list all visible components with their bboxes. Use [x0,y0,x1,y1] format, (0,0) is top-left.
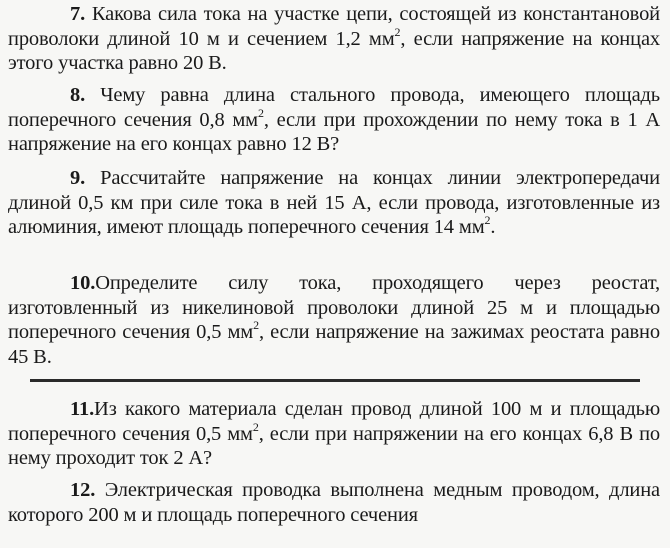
problem-text: Электрическая проводка выполнена медным проводом, длина которого 200 м и площадь поперечного сечения [8,479,660,526]
problem-text-end: , если напряжение на зажимах реостата равно 45 В. [8,321,660,368]
problem-12 [8,478,660,527]
problem-10 [8,271,660,369]
problem-text-end: , если при прохождении по нему тока в 1 А напряжение на его концах равно 12 В? [8,108,660,155]
superscript: 2 [484,213,491,228]
problem-9 [8,166,660,240]
superscript: 2 [257,105,264,120]
problem-text: Определите силу тока, проходящего через реостат, изготовленный из никелиновой проволоки длиной 25 м и площадью поперечного сечения 0,5 мм [8,272,660,343]
problem-text-end: , если при напряжении на его концах 6,8 В по нему проходит ток 2 А? [8,422,660,469]
problem-number: 11. [70,398,95,420]
problem-text: Рассчитайте напряжение на концах линии электропередачи длиной 0,5 км при силе тока в ней 15 А, если провода, изготовленные из алюминия, имеют площадь поперечного сечения 14 мм [8,167,660,238]
problem-text: Из какого материала сделан провод длиной 100 м и площадью поперечного сечения 0,5 мм [8,398,660,445]
problem-text: Чему равна длина стального провода, имеющего площадь поперечного сечения 0,8 мм [8,84,660,131]
problem-number: 8. [70,84,86,106]
problem-text-end: , если напряжение на концах этого участка равно 20 В. [8,27,660,74]
problem-text-end: . [490,216,496,238]
problem-8 [8,83,660,157]
problem-number: 10. [70,272,96,294]
superscript: 2 [252,419,259,434]
problem-11 [8,397,660,471]
section-divider [30,379,640,382]
problem-text: Какова сила тока на участке цепи, состоящей из константановой проволоки длиной 10 м и сечением 1,2 мм [8,3,660,50]
problem-7 [8,2,660,76]
problem-number: 12. [70,479,96,501]
problem-number: 7. [70,3,86,25]
problem-number: 9. [70,167,86,189]
superscript: 2 [394,24,401,39]
superscript: 2 [253,318,259,333]
